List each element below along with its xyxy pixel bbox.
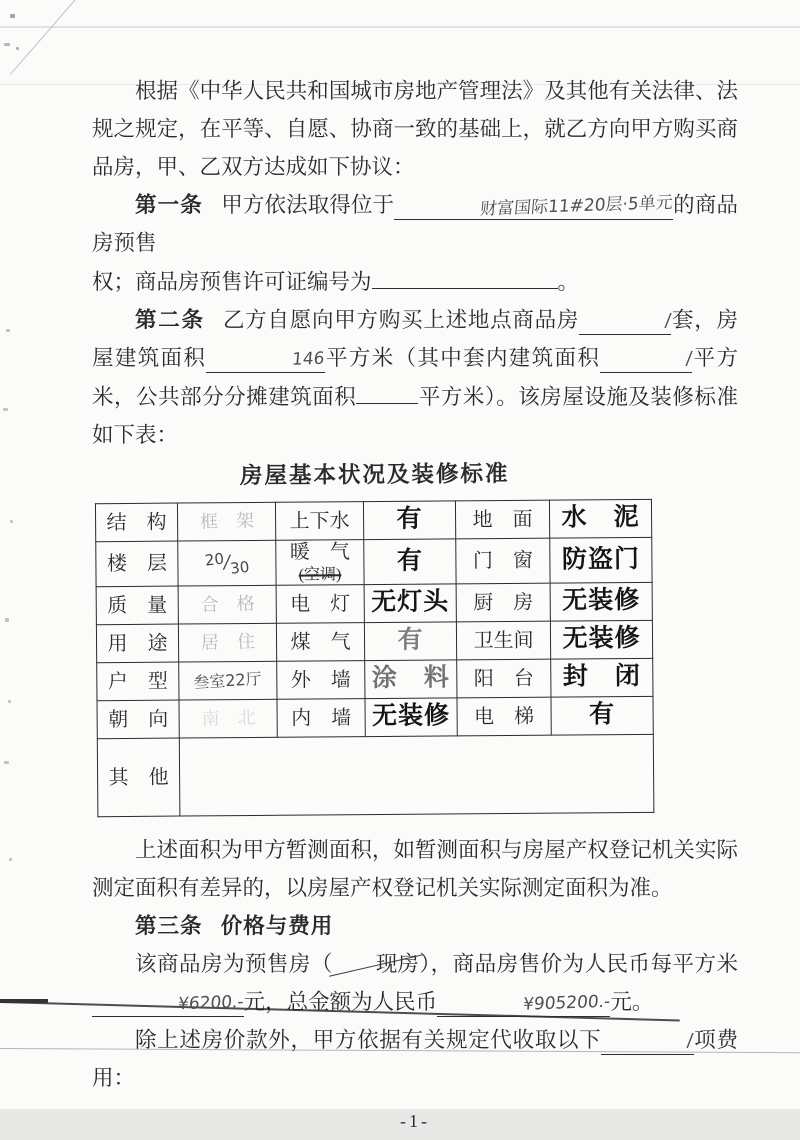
unit-price-blank bbox=[92, 990, 244, 1017]
cell-value-gas: 有 bbox=[364, 622, 456, 661]
scan-speck bbox=[4, 761, 9, 764]
article-2-t5: 平方米）。该房屋设施及装修标准如下表： bbox=[92, 385, 738, 447]
document-body bbox=[92, 72, 738, 1140]
scan-speck bbox=[4, 43, 10, 46]
inner-area-handwriting: ∕ bbox=[685, 348, 694, 370]
heating-aircon-struck: (空调) bbox=[298, 566, 342, 584]
cell-label-heating: 暖 气 (空调) bbox=[276, 540, 364, 586]
area-blank bbox=[206, 346, 324, 373]
article-2-t3: 平方米（其中套内建筑面积 bbox=[324, 346, 601, 370]
unit-price-handwriting: ¥6200.- bbox=[177, 992, 245, 1015]
scan-speck bbox=[8, 700, 11, 703]
cell-value-bathroom: 无装修 bbox=[550, 620, 652, 659]
shared-area-blank bbox=[356, 377, 418, 404]
article-2-paragraph bbox=[92, 301, 738, 454]
cell-label-exterior-wall: 外 墙 bbox=[277, 661, 365, 700]
cell-label-layout: 户 型 bbox=[97, 662, 179, 701]
article-3-heading bbox=[92, 907, 738, 945]
fraction-slash: ⁄ bbox=[224, 551, 230, 574]
table-row bbox=[97, 734, 654, 816]
cell-label-doors-windows: 门 窗 bbox=[456, 538, 550, 584]
article-1-pre: 甲方依法取得位于 bbox=[221, 193, 395, 217]
page-number: -1- bbox=[400, 1111, 430, 1131]
paper-edge-line bbox=[0, 999, 48, 1003]
cell-value-orientation: 南 北 bbox=[179, 699, 277, 738]
scan-speck bbox=[10, 14, 15, 18]
article-2-label: 第二条 bbox=[135, 308, 205, 332]
price-paragraph bbox=[92, 945, 738, 1021]
scan-speck bbox=[9, 858, 12, 861]
article-3-title: 价格与费用 bbox=[220, 914, 334, 938]
area-note-paragraph bbox=[92, 831, 738, 907]
cell-label-quality: 质 量 bbox=[96, 586, 178, 625]
article-2-t4: 平方米，公共部分分摊建筑面积 bbox=[92, 346, 738, 409]
cell-label-lamps: 电 灯 bbox=[276, 585, 364, 624]
fees-t2: 项费用： bbox=[92, 1028, 738, 1090]
intro-text: 根据《中华人民共和国城市房地产管理法》及其他有关法律、法规之规定，在平等、自愿、协商一致的基础上，就乙方向甲方购买商品房，甲、乙双方达成如下协议： bbox=[92, 79, 738, 179]
cell-value-heating: 有 bbox=[364, 539, 456, 585]
scan-speck bbox=[3, 408, 8, 411]
total-price-blank bbox=[437, 990, 610, 1017]
cell-value-balcony: 封 闭 bbox=[551, 658, 653, 697]
article-1-tail: 。 bbox=[557, 270, 580, 294]
table-row bbox=[97, 696, 653, 738]
fees-count-blank bbox=[601, 1028, 693, 1055]
condition-table bbox=[95, 499, 654, 817]
cell-label-water: 上下水 bbox=[275, 502, 363, 541]
article-2-t1: 乙方自愿向甲方购买上述地点商品房 bbox=[223, 308, 580, 332]
fees-paragraph bbox=[92, 1021, 738, 1097]
table-row bbox=[95, 499, 651, 541]
cell-value-layout: 叁室22厅 bbox=[179, 661, 277, 700]
cell-value-water: 有 bbox=[363, 501, 455, 540]
location-handwriting: 财富国际11#20层·5单元 bbox=[479, 192, 674, 220]
price-t4: 元。 bbox=[610, 990, 654, 1014]
cell-value-interior-wall: 无装修 bbox=[365, 698, 457, 737]
cell-value-structure: 框 架 bbox=[177, 502, 275, 541]
units-handwriting: ∕ bbox=[664, 310, 673, 332]
cell-label-kitchen: 厨 房 bbox=[456, 583, 550, 622]
article-3-label: 第三条 bbox=[135, 914, 203, 938]
location-blank bbox=[394, 193, 673, 220]
scan-speck bbox=[6, 329, 10, 332]
area-handwriting: 146 bbox=[291, 348, 326, 370]
price-t1: 该商品房为预售房（ bbox=[135, 952, 333, 976]
cell-label-bathroom: 卫生间 bbox=[456, 621, 550, 660]
cell-label-interior-wall: 内 墙 bbox=[277, 699, 365, 738]
cell-value-floor-surface: 水 泥 bbox=[549, 499, 651, 538]
storey-fraction-handwriting: 20⁄30 bbox=[203, 549, 251, 578]
cell-label-orientation: 朝 向 bbox=[97, 700, 179, 739]
paper-crease-artifact bbox=[10, 0, 79, 75]
cell-label-floor-surface: 地 面 bbox=[455, 500, 549, 539]
table-title: 房屋基本状况及装修标准 bbox=[239, 460, 510, 489]
cell-value-exterior-wall: 涂 料 bbox=[365, 660, 457, 699]
cell-value-quality: 合 格 bbox=[178, 585, 276, 624]
existing-home-struck: 现房 bbox=[333, 945, 419, 983]
cell-label-gas: 煤 气 bbox=[276, 623, 364, 662]
cell-value-usage: 居 住 bbox=[178, 623, 276, 662]
scan-speck bbox=[5, 618, 9, 622]
cell-label-balcony: 阳 台 bbox=[457, 659, 551, 698]
article-2-t2b: 筑面积 bbox=[137, 346, 207, 370]
price-t3: 元，总金额为人民币 bbox=[243, 990, 438, 1014]
scan-speck bbox=[10, 520, 13, 523]
cell-value-kitchen: 无装修 bbox=[550, 582, 652, 621]
area-note-text: 上述面积为甲方暂测面积，如暂测面积与房屋产权登记机关实际测定面积有差异的，以房屋产权登记机关实际测定面积为准。 bbox=[92, 838, 738, 900]
condition-table-section bbox=[95, 456, 658, 817]
cell-label-usage: 用 途 bbox=[96, 624, 178, 663]
intro-paragraph bbox=[92, 72, 738, 186]
cell-value-storey bbox=[178, 540, 276, 586]
article-1-label: 第一条 bbox=[135, 193, 203, 217]
table-row bbox=[97, 658, 653, 700]
fees-count-handwriting: ∕ bbox=[686, 1030, 695, 1052]
total-price-handwriting: ¥905200.- bbox=[522, 991, 612, 1015]
scan-speck bbox=[16, 47, 19, 50]
table-row bbox=[96, 620, 652, 662]
cell-label-elevator: 电 梯 bbox=[457, 697, 551, 736]
permit-number-blank bbox=[372, 262, 558, 289]
cell-value-other bbox=[179, 734, 654, 816]
price-t2: ），商品房售价为人民币每平方米 bbox=[418, 952, 738, 976]
article-1-post2: 权；商品房预售许可证编号为 bbox=[92, 270, 372, 294]
units-blank bbox=[579, 308, 671, 335]
cell-value-doors-windows: 防盗门 bbox=[550, 537, 652, 583]
cell-value-elevator: 有 bbox=[551, 696, 653, 735]
cell-label-structure: 结 构 bbox=[95, 503, 177, 542]
table-row bbox=[96, 537, 652, 586]
table-row bbox=[96, 582, 652, 624]
fees-t1: 除上述房价款外，甲方依据有关规定代收取以下 bbox=[135, 1028, 602, 1052]
cell-label-storey: 楼 层 bbox=[96, 541, 178, 587]
cell-value-lamps: 无灯头 bbox=[364, 584, 456, 623]
inner-area-blank bbox=[600, 346, 692, 373]
article-1-paragraph bbox=[92, 186, 738, 301]
scan-line-artifact bbox=[0, 26, 800, 28]
article-2-t2: 套，房屋建 bbox=[92, 308, 738, 370]
cell-label-other: 其 他 bbox=[97, 738, 180, 817]
article-1-post1: 的商品房预售 bbox=[92, 193, 738, 255]
